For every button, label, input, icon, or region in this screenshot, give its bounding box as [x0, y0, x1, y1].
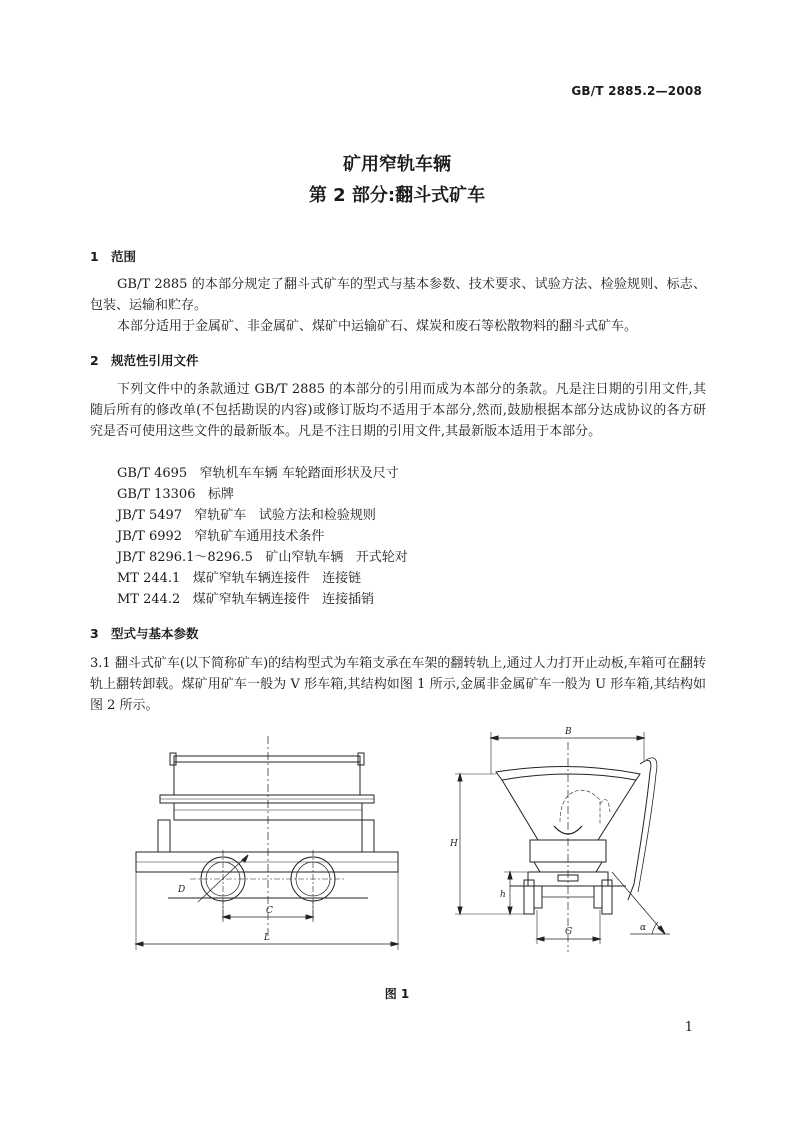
end-view — [455, 732, 670, 952]
figure-1-drawing — [130, 722, 680, 977]
reference-item: MT 244.1 煤矿窄轨车辆连接件 连接链 — [117, 571, 362, 586]
section-2-heading — [90, 351, 199, 369]
dim-label-L: L — [264, 933, 270, 943]
dim-label-D: D — [178, 885, 186, 895]
section-number: 2 — [90, 353, 99, 368]
document-subtitle: 第 2 部分:翻斗式矿车 — [308, 185, 486, 206]
dim-label-C: C — [266, 906, 273, 916]
reference-item: MT 244.2 煤矿窄轨车辆连接件 连接插销 — [117, 592, 375, 607]
document-title: 矿用窄轨车辆 — [343, 154, 451, 175]
dim-label-h: h — [500, 890, 506, 900]
standard-number: GB/T 2885.2—2008 — [571, 84, 702, 98]
section-3-heading — [90, 624, 199, 642]
reference-item: JB/T 6992 窄轨矿车通用技术条件 — [117, 529, 325, 544]
dim-label-H: H — [450, 839, 458, 849]
dim-label-G: G — [565, 927, 573, 937]
section-1-paragraph-1: GB/T 2885 的本部分规定了翻斗式矿车的型式与基本参数、技术要求、试验方法、检验规则、标志、包装、运输和贮存。 — [90, 277, 706, 313]
section-2-paragraph-1: 下列文件中的条款通过 GB/T 2885 的本部分的引用而成为本部分的条款。凡是注日期的引用文件,其随后所有的修改单(不包括勘误的内容)或修订版均不适用于本部分,然而,鼓励根据本部分达成协议的各方研究是否可使用这些文件的最新版本。凡是不注日期的引用文件,其最新版本适用于本部分。 — [90, 382, 706, 439]
dim-label-alpha: α — [640, 923, 647, 933]
dim-label-B: B — [565, 727, 572, 737]
section-number: 3 — [90, 626, 99, 641]
side-view — [136, 736, 398, 950]
section-1-heading — [90, 247, 136, 265]
section-1-paragraph-2: 本部分适用于金属矿、非金属矿、煤矿中运输矿石、煤炭和废石等松散物料的翻斗式矿车。 — [117, 319, 638, 334]
reference-item: JB/T 5497 窄轨矿车 试验方法和检验规则 — [117, 508, 376, 523]
section-title: 规范性引用文件 — [111, 353, 199, 368]
figure-caption: 图 1 — [384, 987, 410, 1001]
page-number: 1 — [684, 1020, 693, 1035]
section-3-1-paragraph: 3.1 翻斗式矿车(以下简称矿车)的结构型式为车箱支承在车架的翻转轨上,通过人力打开止动板,车箱可在翻转轨上翻转卸载。煤矿用矿车一般为 V 形车箱,其结构如图 1 所示,金属非金属矿车一般为 U 形车箱,其结构如图 2 所示。 — [90, 656, 706, 713]
section-title: 型式与基本参数 — [111, 626, 199, 641]
reference-item: GB/T 4695 窄轨机车车辆 车轮踏面形状及尺寸 — [117, 466, 399, 481]
section-title: 范围 — [111, 249, 137, 264]
reference-item: GB/T 13306 标牌 — [117, 487, 234, 502]
section-number: 1 — [90, 249, 99, 264]
reference-item: JB/T 8296.1～8296.5 矿山窄轨车辆 开式轮对 — [117, 550, 408, 565]
